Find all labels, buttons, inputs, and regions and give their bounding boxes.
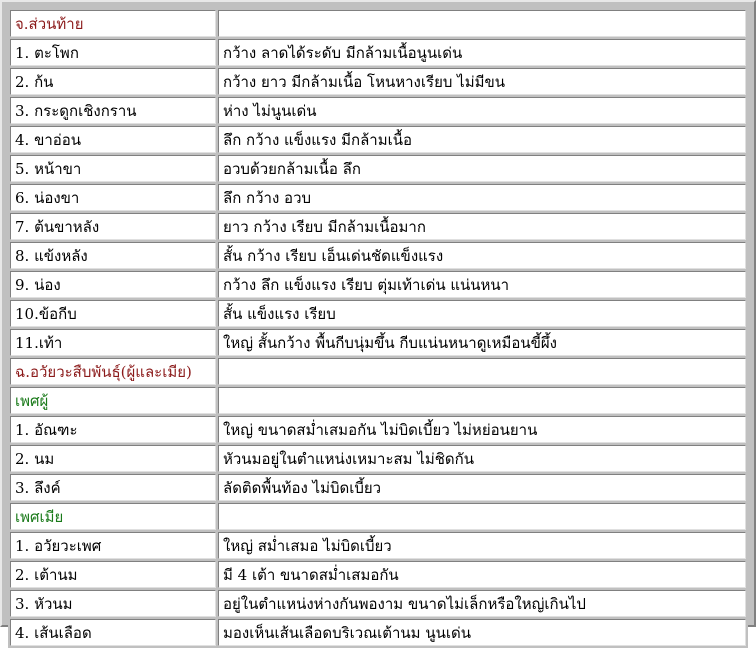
- table-row: [10, 97, 746, 124]
- heading-cell: เพศเมีย: [10, 503, 216, 530]
- trait-description-cell: ใหญ่ สั้นกว้าง พื้นกีบนุ่มขึ้น กีบแน่นหนาดูเหมือนขี้ผึ้ง: [218, 329, 746, 356]
- trait-description-cell: [218, 503, 746, 530]
- section-heading-row: [10, 10, 746, 37]
- trait-label-cell: 10.ข้อกีบ: [10, 300, 216, 327]
- table-row: [10, 68, 746, 95]
- table-row: [10, 184, 746, 211]
- trait-description-cell: กว้าง ยาว มีกล้ามเนื้อ โหนหางเรียบ ไม่มีขน: [218, 68, 746, 95]
- table-row: [10, 561, 746, 588]
- trait-description-cell: มี 4 เต้า ขนาดสม่ำเสมอกัน: [218, 561, 746, 588]
- trait-description-cell: ลัดติดพื้นท้อง ไม่บิดเบี้ยว: [218, 474, 746, 501]
- trait-label-cell: 6. น่องขา: [10, 184, 216, 211]
- table-row: [10, 619, 746, 646]
- heading-cell: เพศผู้: [10, 387, 216, 414]
- table-row: [10, 329, 746, 356]
- trait-description-cell: ลึก กว้าง แข็งแรง มีกล้ามเนื้อ: [218, 126, 746, 153]
- table-row: [10, 416, 746, 443]
- heading-cell: ฉ.อวัยวะสืบพันธุ์(ผู้และเมีย): [10, 358, 216, 385]
- trait-description-cell: ลึก กว้าง อวบ: [218, 184, 746, 211]
- trait-description-cell: อวบด้วยกล้ามเนื้อ ลึก: [218, 155, 746, 182]
- table-row: [10, 213, 746, 240]
- table-row: [10, 126, 746, 153]
- trait-description-cell: สั้น กว้าง เรียบ เอ็นเด่นชัดแข็งแรง: [218, 242, 746, 269]
- subsection-heading-row: [10, 387, 746, 414]
- table-row: [10, 242, 746, 269]
- trait-label-cell: 2. ก้น: [10, 68, 216, 95]
- trait-description-cell: สั้น แข็งแรง เรียบ: [218, 300, 746, 327]
- characteristics-table: [8, 8, 748, 648]
- trait-description-cell: [218, 387, 746, 414]
- trait-description-cell: มองเห็นเส้นเลือดบริเวณเต้านม นูนเด่น: [218, 619, 746, 646]
- trait-label-cell: 5. หน้าขา: [10, 155, 216, 182]
- trait-label-cell: 3. หัวนม: [10, 590, 216, 617]
- table-row: [10, 300, 746, 327]
- table-row: [10, 474, 746, 501]
- trait-description-cell: [218, 10, 746, 37]
- trait-description-cell: ใหญ่ สม่ำเสมอ ไม่บิดเบี้ยว: [218, 532, 746, 559]
- trait-label-cell: 7. ต้นขาหลัง: [10, 213, 216, 240]
- heading-cell: จ.ส่วนท้าย: [10, 10, 216, 37]
- trait-description-cell: หัวนมอยู่ในตำแหน่งเหมาะสม ไม่ชิดกัน: [218, 445, 746, 472]
- trait-label-cell: 9. น่อง: [10, 271, 216, 298]
- trait-description-cell: กว้าง ลาดได้ระดับ มีกล้ามเนื้อนูนเด่น: [218, 39, 746, 66]
- table-row: [10, 155, 746, 182]
- table-row: [10, 532, 746, 559]
- trait-description-cell: ใหญ่ ขนาดสม่ำเสมอกัน ไม่บิดเบี้ยว ไม่หย่อนยาน: [218, 416, 746, 443]
- trait-description-cell: กว้าง ลึก แข็งแรง เรียบ ตุ่มเท้าเด่น แน่นหนา: [218, 271, 746, 298]
- trait-label-cell: 2. นม: [10, 445, 216, 472]
- section-heading-row: [10, 358, 746, 385]
- trait-label-cell: 4. เส้นเลือด: [10, 619, 216, 646]
- table-row: [10, 39, 746, 66]
- trait-description-cell: อยู่ในตำแหน่งห่างกันพองาม ขนาดไม่เล็กหรือใหญ่เกินไป: [218, 590, 746, 617]
- trait-label-cell: 8. แข้งหลัง: [10, 242, 216, 269]
- trait-label-cell: 1. อัณฑะ: [10, 416, 216, 443]
- trait-label-cell: 1. อวัยวะเพศ: [10, 532, 216, 559]
- trait-label-cell: 1. ตะโพก: [10, 39, 216, 66]
- table-row: [10, 445, 746, 472]
- table-body: [10, 10, 746, 646]
- trait-description-cell: [218, 358, 746, 385]
- trait-label-cell: 11.เท้า: [10, 329, 216, 356]
- trait-description-cell: ห่าง ไม่นูนเด่น: [218, 97, 746, 124]
- trait-description-cell: ยาว กว้าง เรียบ มีกล้ามเนื้อมาก: [218, 213, 746, 240]
- trait-label-cell: 2. เต้านม: [10, 561, 216, 588]
- table-row: [10, 271, 746, 298]
- table-row: [10, 590, 746, 617]
- subsection-heading-row: [10, 503, 746, 530]
- trait-label-cell: 4. ขาอ่อน: [10, 126, 216, 153]
- trait-label-cell: 3. กระดูกเชิงกราน: [10, 97, 216, 124]
- trait-label-cell: 3. ลึงค์: [10, 474, 216, 501]
